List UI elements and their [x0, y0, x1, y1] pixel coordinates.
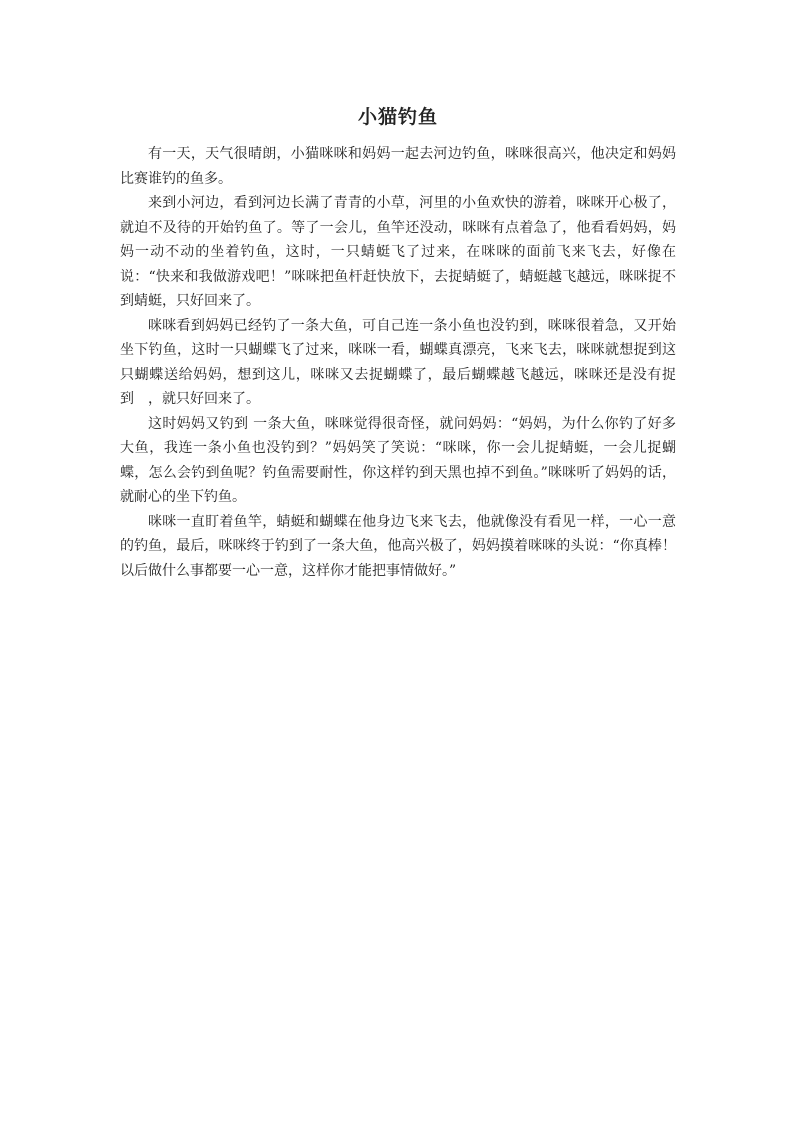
paragraph-1: 有一天，天气很晴朗，小猫咪咪和妈妈一起去河边钓鱼，咪咪很高兴，他决定和妈妈比赛谁钓的鱼多。: [120, 146, 676, 187]
document-body: [120, 100, 676, 583]
page-title: 小猫钓鱼: [357, 106, 438, 128]
paragraph-3: 咪咪看到妈妈已经钓了一条大鱼，可自己连一条小鱼也没钓到，咪咪很着急，又开始坐下钓鱼，这时一只蝴蝶飞了过来，咪咪一看，蝴蝶真漂亮，飞来飞去，咪咪就想捉到这只蝴蝶送给妈妈，想到这儿，咪咪又去捉蝴蝶了，最后蝴蝶越飞越远，咪咪还是没有捉到 ，就只好回来了。: [120, 317, 676, 407]
paragraph-5: 咪咪一直盯着鱼竿，蜻蜓和蝴蝶在他身边飞来飞去，他就像没有看见一样，一心一意的钓鱼，最后，咪咪终于钓到了一条大鱼，他高兴极了，妈妈摸着咪咪的头说：“你真棒！以后做什么事都要一心一意，这样你才能把事情做好。”: [120, 513, 676, 579]
paragraph-2: 来到小河边，看到河边长满了青青的小草，河里的小鱼欢快的游着，咪咪开心极了，就迫不及待的开始钓鱼了。等了一会儿，鱼竿还没动，咪咪有点着急了，他看看妈妈，妈妈一动不动的坐着钓鱼，这时，一只蜻蜓飞了过来，在咪咪的面前飞来飞去，好像在说：“快来和我做游戏吧！”咪咪把鱼杆赶快放下，去捉蜻蜓了，蜻蜓越飞越远，咪咪捉不到蜻蜓，只好回来了。: [120, 195, 676, 309]
paragraph-4: 这时妈妈又钓到 一条大鱼，咪咪觉得很奇怪，就问妈妈：“妈妈，为什么你钓了好多大鱼，我连一条小鱼也没钓到？”妈妈笑了笑说：“咪咪，你一会儿捉蜻蜓，一会儿捉蝴蝶，怎么会钓到鱼呢？钓鱼需要耐性，你这样钓到天黑也掉不到鱼。”咪咪听了妈妈的话，就耐心的坐下钓鱼。: [120, 415, 676, 505]
